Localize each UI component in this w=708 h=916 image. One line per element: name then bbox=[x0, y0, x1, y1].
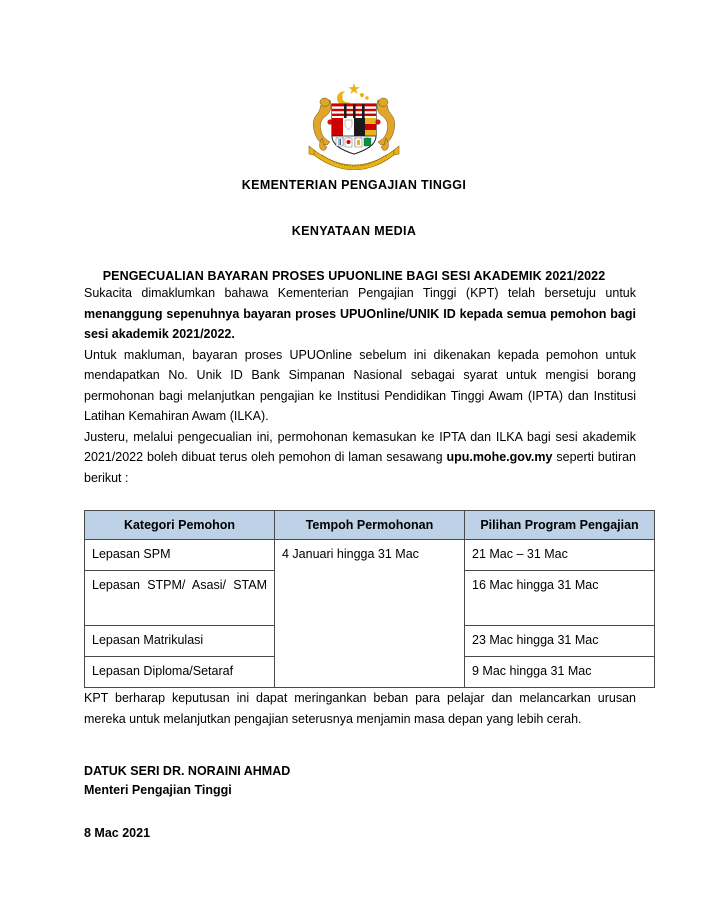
malaysian-coat-of-arms-icon bbox=[298, 78, 410, 170]
application-schedule-table bbox=[84, 510, 655, 688]
document-headings bbox=[0, 178, 708, 283]
application-schedule-table-container bbox=[0, 510, 708, 688]
paragraph-1-text-bold: menanggung sepenuhnya bayaran proses UPUOnline/UNIK ID kepada semua pemohon bagi sesi akademik 2021/2022. bbox=[84, 306, 636, 341]
document-closing bbox=[0, 688, 708, 729]
document-body bbox=[0, 283, 708, 488]
paragraph-1-text-a: Sukacita dimaklumkan bahawa Kementerian Pengajian Tinggi (KPT) telah bersetuju untuk bbox=[84, 286, 636, 300]
document-date: 8 Mac 2021 bbox=[84, 826, 151, 840]
page-title: PENGECUALIAN BAYARAN PROSES UPUONLINE BAGI SESI AKADEMIK 2021/2022 bbox=[102, 269, 606, 283]
cell-pilihan-4: 9 Mac hingga 31 Mac bbox=[465, 657, 655, 688]
table-header bbox=[85, 511, 655, 540]
table-header-row bbox=[85, 511, 655, 540]
column-header-tempoh: Tempoh Permohonan bbox=[275, 511, 465, 540]
paragraph-4: KPT berharap keputusan ini dapat meringankan beban para pelajar dan melancarkan urusan mereka untuk melanjutkan pengajian seterusnya menjamin masa depan yang lebih cerah. bbox=[84, 691, 636, 726]
ministry-name: KEMENTERIAN PENGAJIAN TINGGI bbox=[241, 178, 467, 192]
table-body bbox=[85, 540, 655, 688]
cell-tempoh-merged: 4 Januari hingga 31 Mac bbox=[275, 540, 465, 688]
column-header-kategori: Kategori Pemohon bbox=[85, 511, 275, 540]
cell-kategori-4: Lepasan Diploma/Setaraf bbox=[85, 657, 275, 688]
cell-kategori-3: Lepasan Matrikulasi bbox=[85, 626, 275, 657]
emblem-container bbox=[0, 0, 708, 170]
document-type: KENYATAAN MEDIA bbox=[291, 224, 417, 238]
table-row bbox=[85, 540, 655, 571]
paragraph-1 bbox=[84, 283, 636, 345]
column-header-pilihan: Pilihan Program Pengajian bbox=[465, 511, 655, 540]
signatory-name: DATUK SERI DR. NORAINI AHMAD bbox=[84, 764, 291, 778]
paragraph-3-text-c: seperti butiran berikut : bbox=[84, 450, 637, 485]
signature-block bbox=[0, 762, 708, 840]
paragraph-3-text-a: Justeru, melalui pengecualian ini, permohonan kemasukan ke IPTA dan ILKA bagi sesi akademik 2021/2022 boleh dibuat terus oleh pemohon di laman sesawang bbox=[84, 429, 636, 464]
cell-pilihan-2: 16 Mac hingga 31 Mac bbox=[465, 571, 655, 626]
cell-pilihan-1: 21 Mac – 31 Mac bbox=[465, 540, 655, 571]
cell-kategori-1: Lepasan SPM bbox=[85, 540, 275, 571]
cell-pilihan-3: 23 Mac hingga 31 Mac bbox=[465, 626, 655, 657]
paragraph-2: Untuk makluman, bayaran proses UPUOnline sebelum ini dikenakan kepada pemohon untuk mendapatkan No. Unik ID Bank Simpanan Nasional sebagai syarat untuk mengisi borang permohonan bagi melanjutkan pengajian ke Institusi Pendidikan Tinggi Awam (IPTA) dan Institusi Latihan Kemahiran Awam (ILKA). bbox=[84, 347, 636, 423]
signatory-role: Menteri Pengajian Tinggi bbox=[84, 783, 232, 797]
website-url: upu.mohe.gov.my bbox=[446, 450, 553, 464]
cell-kategori-2: Lepasan STPM/ Asasi/ STAM bbox=[85, 571, 275, 626]
paragraph-3 bbox=[84, 427, 636, 489]
